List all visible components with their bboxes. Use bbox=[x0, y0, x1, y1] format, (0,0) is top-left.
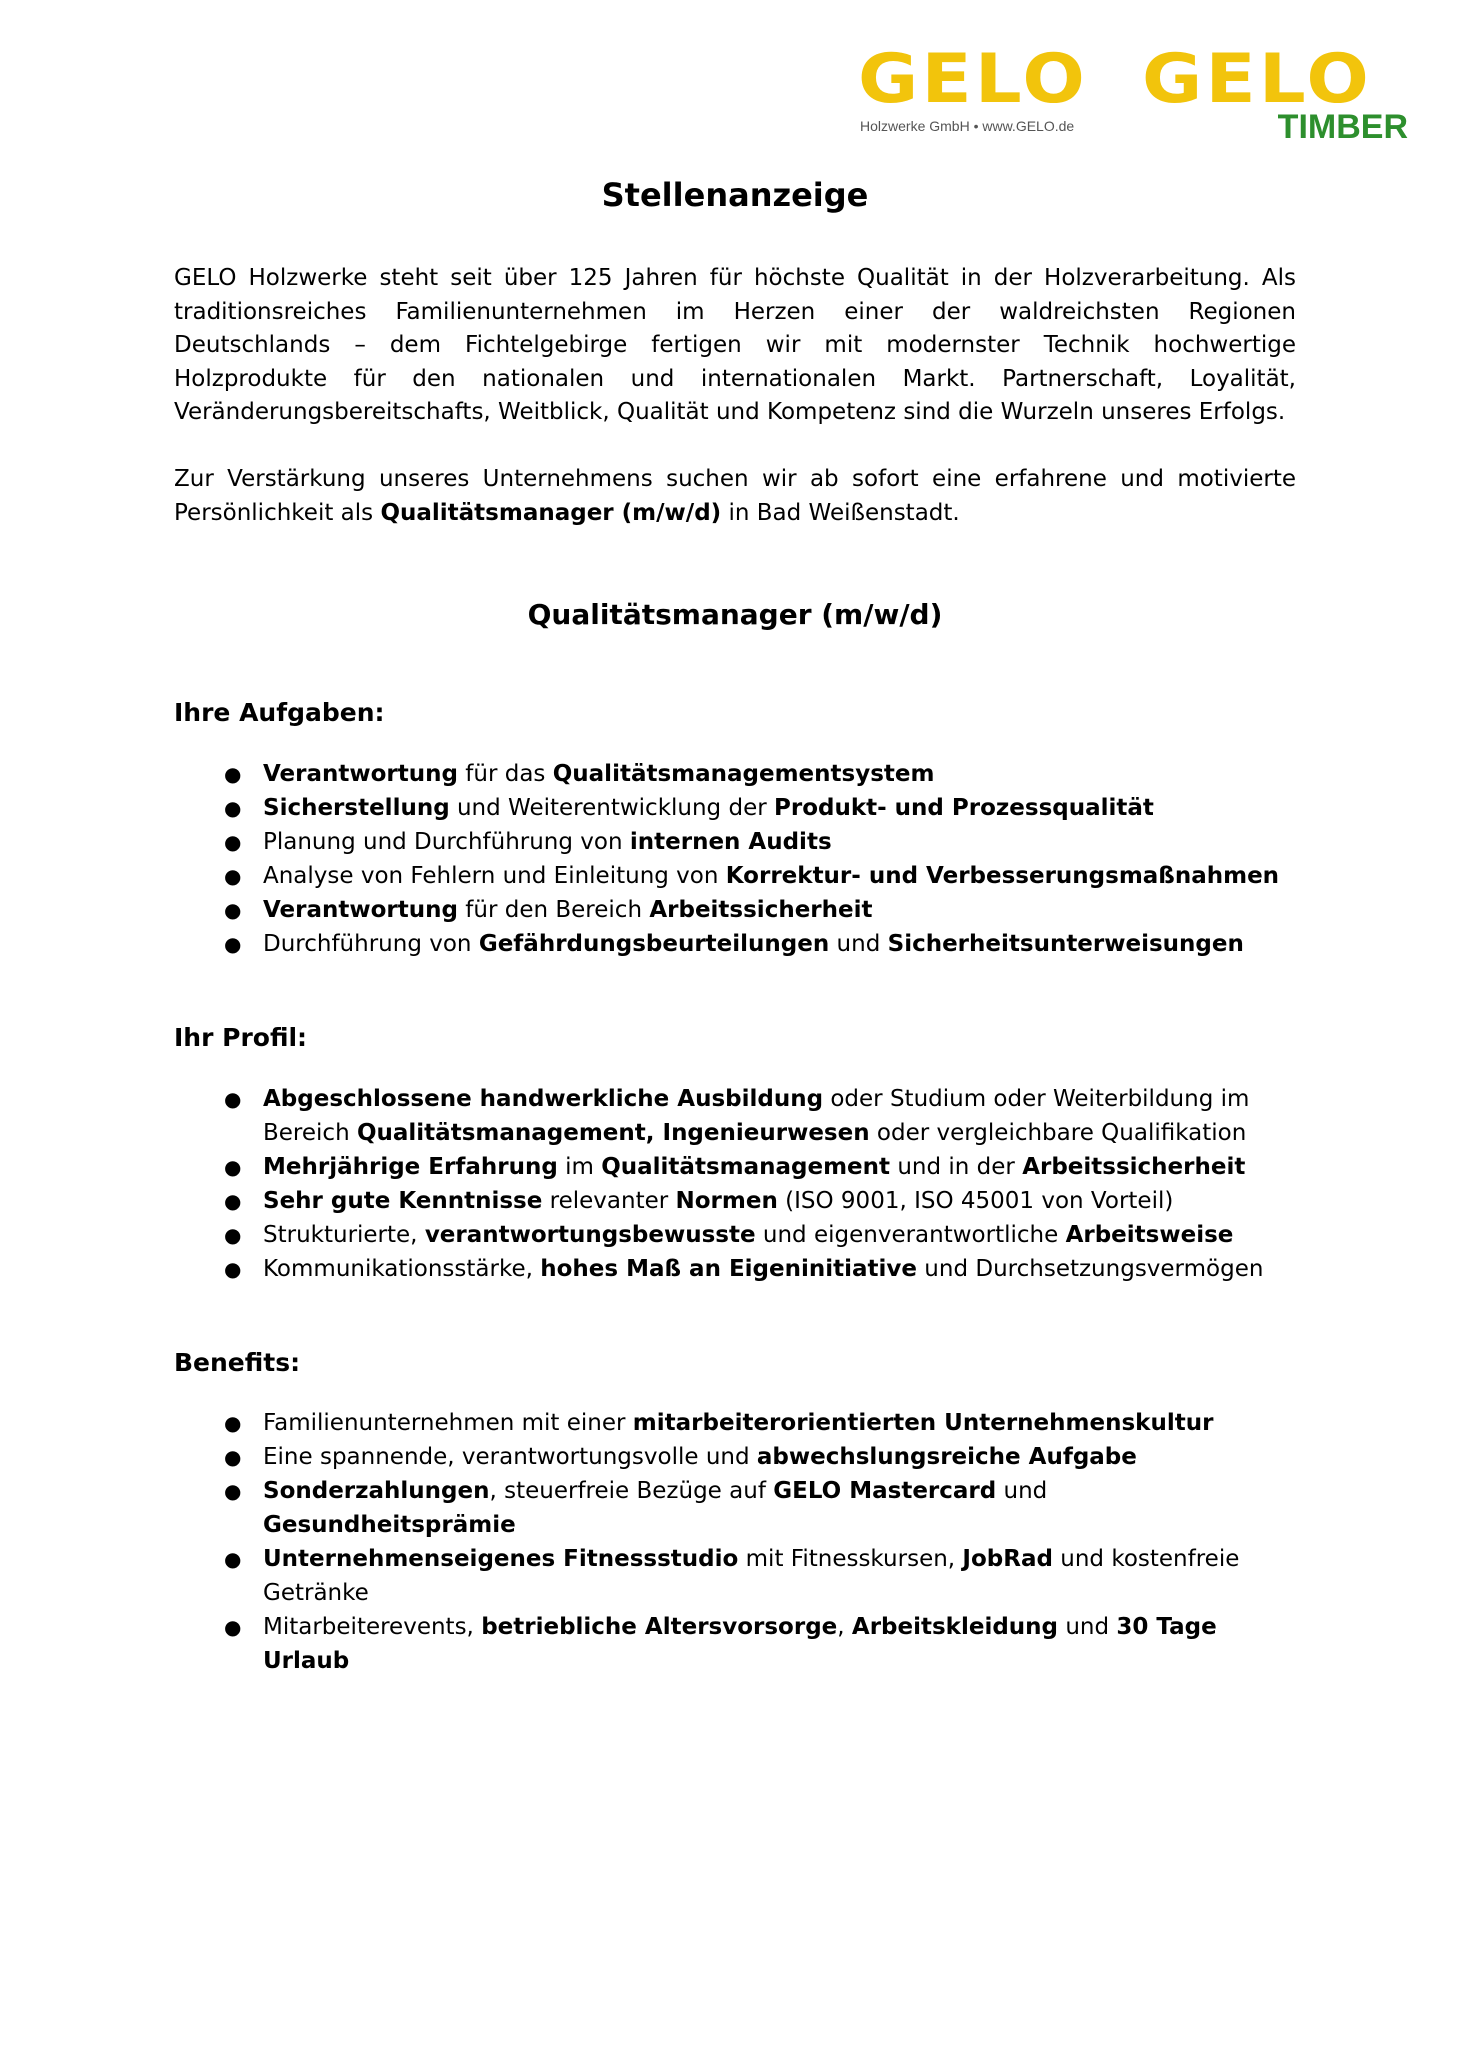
text-run: und bbox=[996, 1478, 1048, 1504]
bullet-icon: ● bbox=[224, 898, 242, 922]
bold-text-run: Gesundheitsprämie bbox=[263, 1512, 516, 1538]
bold-text-run: JobRad bbox=[962, 1546, 1053, 1572]
text-run: Durchführung von bbox=[263, 931, 479, 957]
bullet-icon: ● bbox=[224, 1257, 242, 1281]
section-heading-profil: Ihr Profil: bbox=[174, 1023, 308, 1052]
bold-text-run: Gefährdungsbeurteilungen bbox=[478, 931, 830, 957]
bold-text-run: Sehr gute Kenntnisse bbox=[263, 1188, 543, 1214]
text-run: relevanter bbox=[542, 1188, 676, 1214]
bold-text-run: verantwortungsbewusste bbox=[424, 1222, 756, 1248]
gelo-timber-logo bbox=[1142, 40, 1412, 147]
bullet-icon: ● bbox=[224, 932, 242, 956]
bold-text-run: Qualitätsmanagementsystem bbox=[552, 761, 935, 787]
bold-text-run: mitarbeiterorientierten Unternehmenskultur bbox=[632, 1410, 1214, 1436]
text-run: Strukturierte, bbox=[263, 1222, 425, 1248]
text-run: oder Studium oder Weiterbildung im Bereich bbox=[263, 1086, 1250, 1146]
bold-text-run: Sicherheitsunterweisungen bbox=[887, 931, 1244, 957]
bullet-icon: ● bbox=[224, 1087, 242, 1111]
bold-text-run: Sonderzahlungen bbox=[263, 1478, 490, 1504]
list-item bbox=[174, 1542, 1296, 1610]
bullet-icon: ● bbox=[224, 1223, 242, 1247]
bold-text-run: GELO Mastercard bbox=[773, 1478, 997, 1504]
list-item bbox=[174, 1218, 1296, 1252]
text-run: Zur Verstärkung unseres Unternehmens suchen wir ab sofort eine erfahrene und motivierte Persönlichkeit als bbox=[174, 466, 1296, 526]
search-paragraph bbox=[174, 463, 1296, 530]
list-item bbox=[174, 1184, 1296, 1218]
list-item bbox=[174, 1474, 1296, 1542]
bold-text-run: Verantwortung bbox=[263, 897, 458, 923]
text-run: in Bad Weißenstadt. bbox=[721, 499, 960, 526]
gelo-logo-word: GELO bbox=[858, 40, 1089, 119]
text-run: und eigenverantwortliche bbox=[755, 1222, 1066, 1248]
list-item bbox=[174, 1150, 1296, 1184]
text-run: und kostenfreie Getränke bbox=[263, 1546, 1240, 1606]
bold-text-run: Korrektur- und Verbesserungsmaßnahmen bbox=[725, 863, 1280, 889]
list-item bbox=[174, 1610, 1296, 1678]
text-run: Mitarbeiterevents, bbox=[263, 1614, 482, 1640]
bullet-icon: ● bbox=[224, 1411, 242, 1435]
bold-text-run: Produkt- und Prozessqualität bbox=[774, 795, 1154, 821]
text-run: für das bbox=[457, 761, 553, 787]
bullet-icon: ● bbox=[224, 762, 242, 786]
bold-text-run: Abgeschlossene handwerkliche Ausbildung bbox=[263, 1086, 824, 1112]
bold-text-run: Sicherstellung bbox=[263, 795, 450, 821]
text-run: , steuerfreie Bezüge auf bbox=[489, 1478, 774, 1504]
text-run: , bbox=[837, 1614, 852, 1640]
list-item bbox=[174, 1440, 1296, 1474]
bold-text-run: Arbeitsweise bbox=[1065, 1222, 1234, 1248]
bold-text-run: Arbeitskleidung bbox=[851, 1614, 1059, 1640]
list-item bbox=[174, 859, 1296, 893]
bold-text-run: Qualitätsmanager (m/w/d) bbox=[380, 499, 722, 526]
gelo-logo-subtitle: Holzwerke GmbH • www.GELO.de bbox=[860, 118, 1075, 134]
section-heading-benefits: Benefits: bbox=[174, 1348, 301, 1377]
section-heading-aufgaben: Ihre Aufgaben: bbox=[174, 698, 385, 727]
list-item bbox=[174, 1406, 1296, 1440]
bold-text-run: Arbeitssicherheit bbox=[649, 897, 873, 923]
bullet-icon: ● bbox=[224, 830, 242, 854]
intro-paragraph: GELO Holzwerke steht seit über 125 Jahren für höchste Qualität in der Holzverarbeitung. Als traditionsreiches Familienunternehmen im Herzen einer der waldreichsten Regionen Deutschlands – dem Fichtelgebirge fertigen wir mit modernster Technik hochwertige Holzprodukte für den nationalen und internationalen Markt. Partnerschaft, Loyalität, Veränderungsbereitschafts, Weitblick, Qualität und Kompetenz sind die Wurzeln unseres Erfolgs. bbox=[174, 265, 1296, 425]
bold-text-run: 30 Tage Urlaub bbox=[263, 1614, 1217, 1674]
bullet-icon: ● bbox=[224, 1479, 242, 1503]
profil-list bbox=[174, 1082, 1296, 1286]
list-item bbox=[174, 927, 1296, 961]
bullet-icon: ● bbox=[224, 1155, 242, 1179]
bold-text-run: Qualitätsmanagement, Ingenieurwesen bbox=[356, 1120, 870, 1146]
bold-text-run: Unternehmenseigenes Fitnessstudio bbox=[263, 1546, 739, 1572]
text-run: und in der bbox=[890, 1154, 1023, 1180]
bullet-icon: ● bbox=[224, 1189, 242, 1213]
text-run: im bbox=[557, 1154, 602, 1180]
page-title: Stellenanzeige bbox=[601, 176, 869, 214]
job-title: Qualitätsmanager (m/w/d) bbox=[527, 598, 943, 631]
bullet-icon: ● bbox=[224, 864, 242, 888]
bold-text-run: Normen bbox=[675, 1188, 778, 1214]
text-run: Eine spannende, verantwortungsvolle und bbox=[263, 1444, 757, 1470]
text-run: (ISO 9001, ISO 45001 von Vorteil) bbox=[777, 1188, 1174, 1214]
gelo-holzwerke-logo bbox=[858, 40, 1118, 134]
text-run: und bbox=[829, 931, 888, 957]
list-item bbox=[174, 1082, 1296, 1150]
text-run: und bbox=[1058, 1614, 1117, 1640]
bullet-icon: ● bbox=[224, 796, 242, 820]
bullet-icon: ● bbox=[224, 1547, 242, 1571]
gelo-timber-logo-word: GELO bbox=[1142, 40, 1373, 119]
benefits-list bbox=[174, 1406, 1296, 1678]
text-run: für den Bereich bbox=[457, 897, 650, 923]
aufgaben-list bbox=[174, 757, 1296, 961]
text-run: oder vergleichbare Qualifikation bbox=[869, 1120, 1247, 1146]
list-item bbox=[174, 1252, 1296, 1286]
list-item bbox=[174, 825, 1296, 859]
list-item bbox=[174, 893, 1296, 927]
text-run: und Weiterentwicklung der bbox=[449, 795, 774, 821]
bold-text-run: abwechslungsreiche Aufgabe bbox=[756, 1444, 1137, 1470]
text-run: Planung und Durchführung von bbox=[263, 829, 630, 855]
bold-text-run: Qualitätsmanagement bbox=[601, 1154, 891, 1180]
text-run: Kommunikationsstärke, bbox=[263, 1256, 541, 1282]
bullet-icon: ● bbox=[224, 1615, 242, 1639]
text-run: mit Fitnesskursen, bbox=[738, 1546, 963, 1572]
bold-text-run: Arbeitssicherheit bbox=[1022, 1154, 1246, 1180]
bold-text-run: internen Audits bbox=[629, 829, 832, 855]
bullet-icon: ● bbox=[224, 1445, 242, 1469]
text-run: und Durchsetzungsvermögen bbox=[917, 1256, 1264, 1282]
bold-text-run: betriebliche Altersvorsorge bbox=[481, 1614, 838, 1640]
text-run: Familienunternehmen mit einer bbox=[263, 1410, 633, 1436]
timber-logo-word: TIMBER bbox=[1277, 108, 1408, 146]
bold-text-run: Mehrjährige Erfahrung bbox=[263, 1154, 558, 1180]
bold-text-run: hohes Maß an Eigeninitiative bbox=[540, 1256, 917, 1282]
list-item bbox=[174, 791, 1296, 825]
text-run: Analyse von Fehlern und Einleitung von bbox=[263, 863, 726, 889]
bold-text-run: Verantwortung bbox=[263, 761, 458, 787]
list-item bbox=[174, 757, 1296, 791]
